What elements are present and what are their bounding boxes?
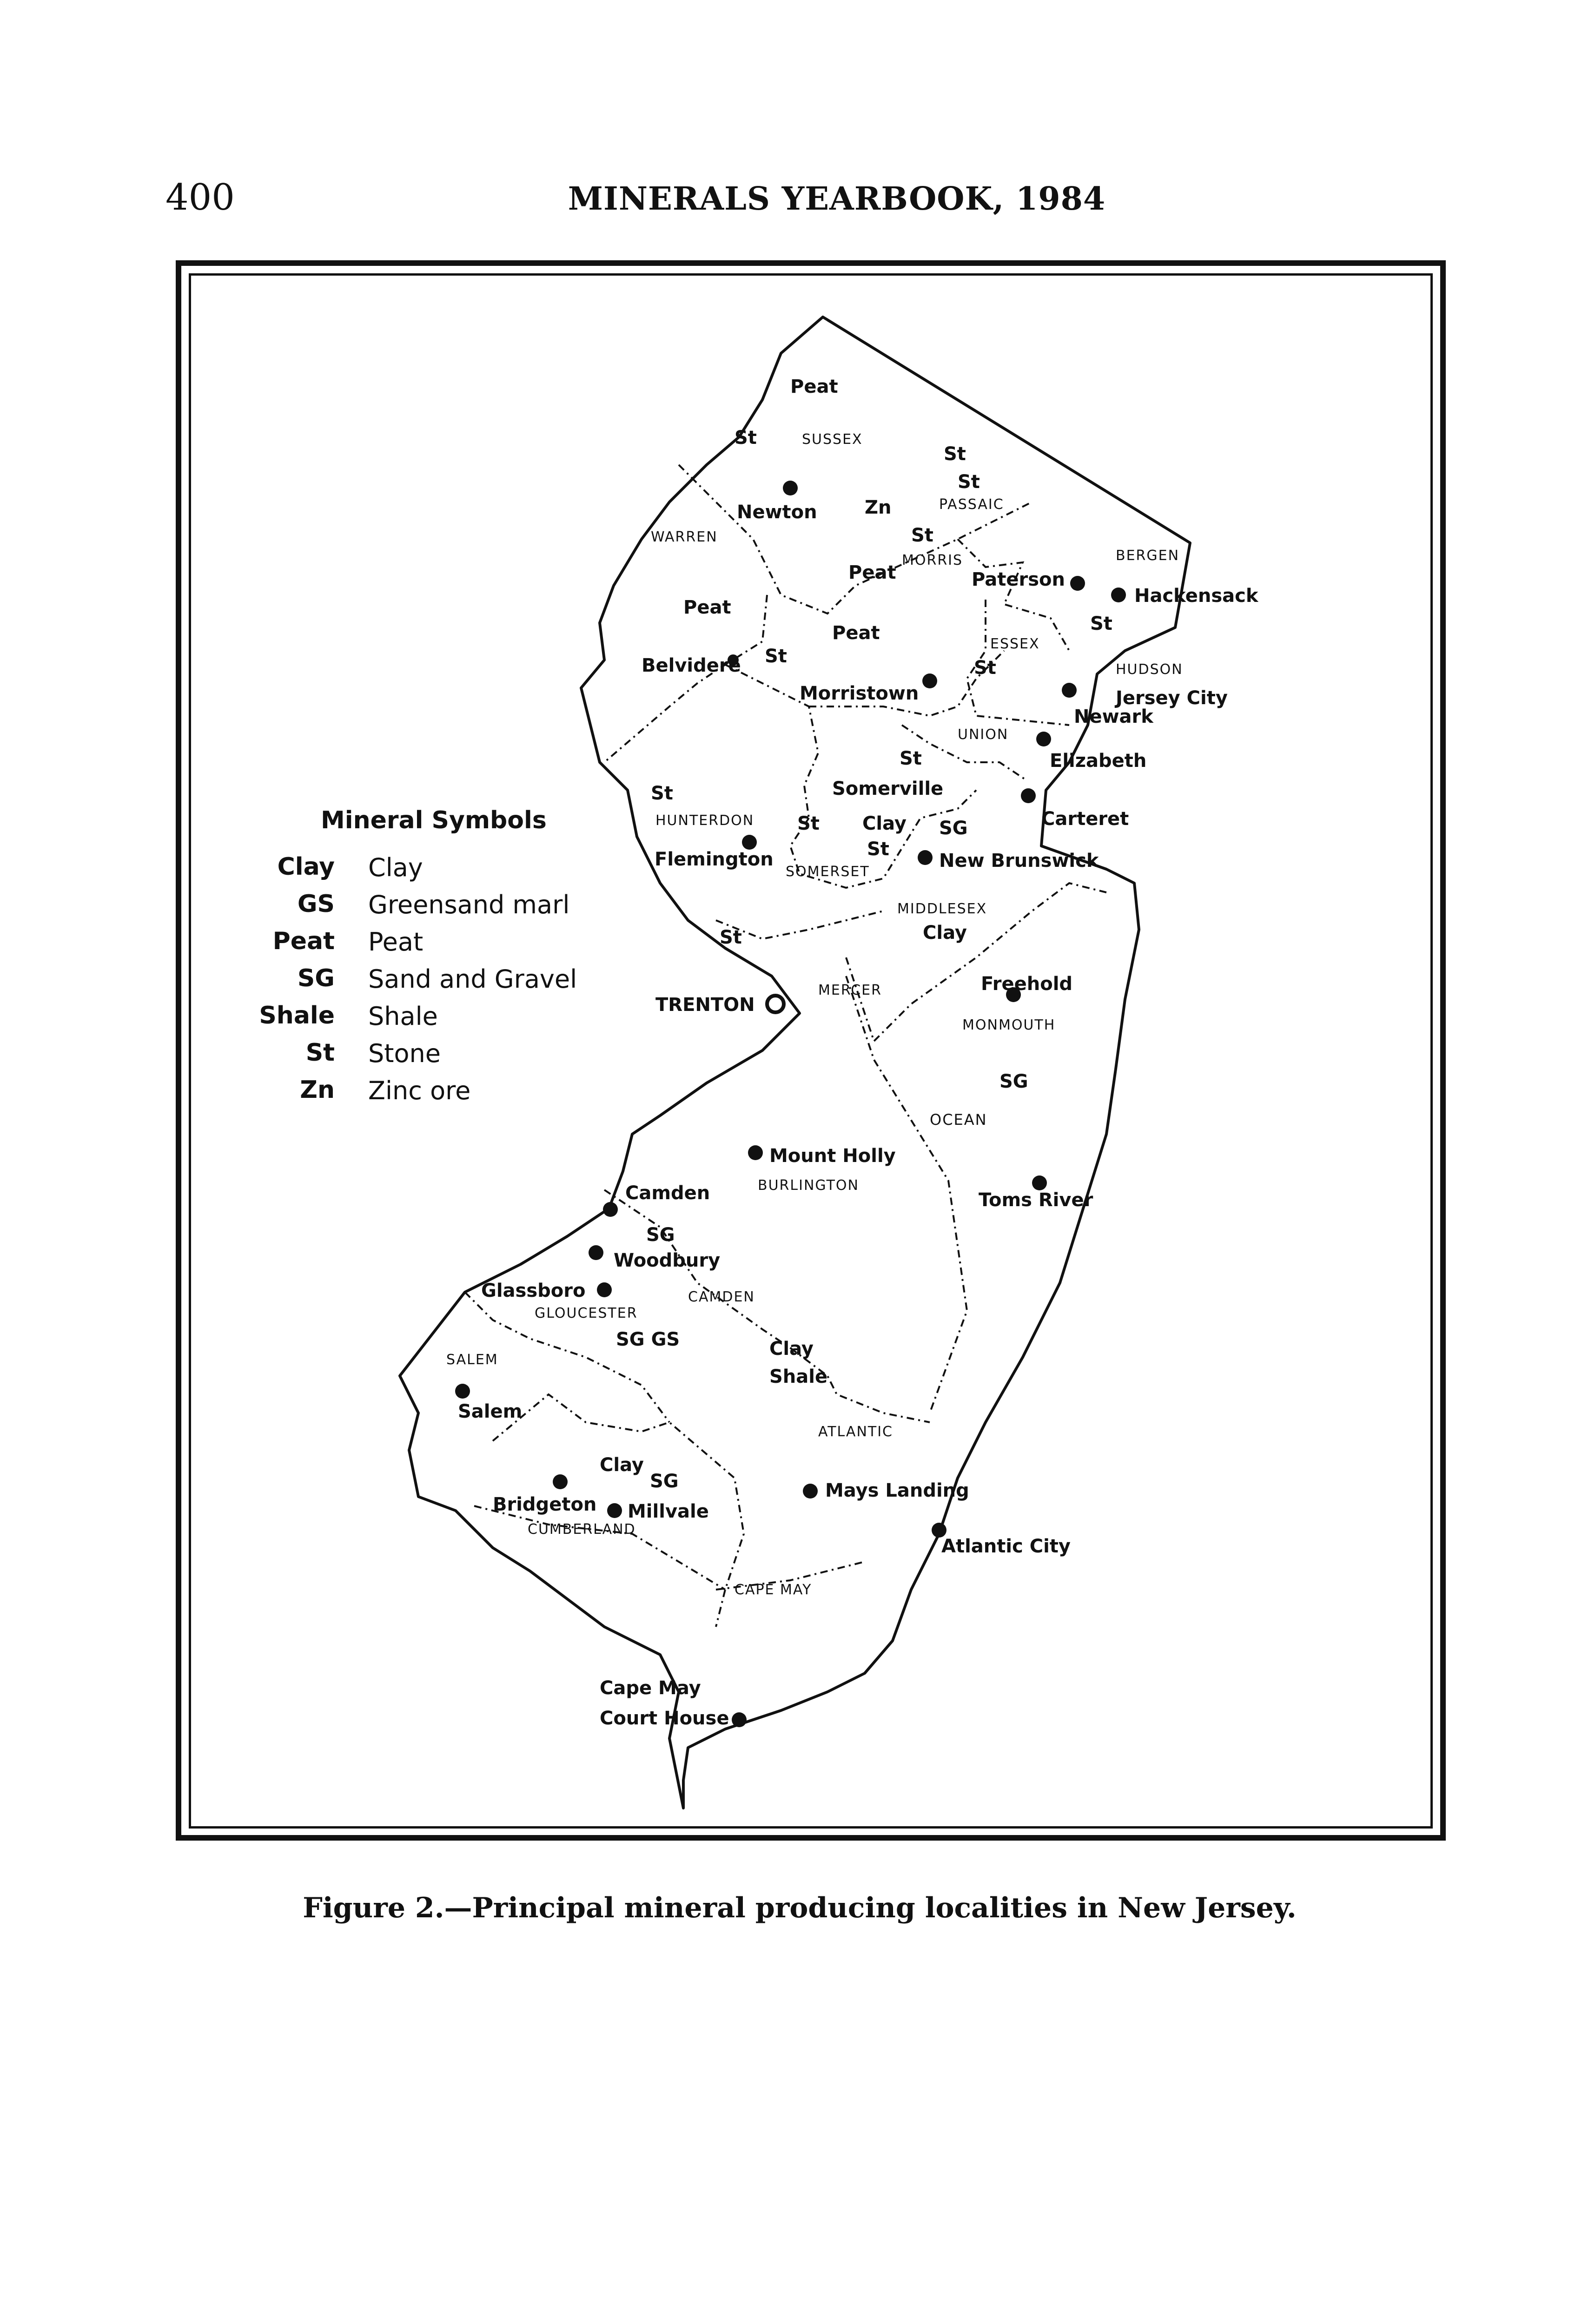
mineral-label: Peat [832, 622, 880, 644]
place-label-morristown: Morristown [800, 683, 919, 704]
county-label-morris: MORRIS [902, 552, 963, 568]
county-label-essex: ESSEX [990, 636, 1040, 652]
mineral-label: Clay [923, 922, 967, 944]
mineral-label: Clay [862, 813, 907, 834]
dot-hackensack [1111, 588, 1126, 602]
mineral-label: St [765, 646, 787, 667]
mineral-label: Clay [769, 1338, 814, 1360]
mineral-label: St [720, 927, 742, 948]
legend-title: Mineral Symbols [321, 806, 547, 834]
place-label-new-brunswick: New Brunswick [939, 850, 1099, 872]
mineral-label: SG [646, 1224, 675, 1246]
running-head: MINERALS YEARBOOK, 1984 [568, 180, 1106, 218]
dot-trenton [767, 996, 784, 1012]
mineral-label: Clay [600, 1454, 644, 1476]
place-label-elizabeth: Elizabeth [1050, 750, 1147, 772]
dot-camden [603, 1202, 618, 1217]
place-label-mount-holly: Mount Holly [769, 1145, 896, 1167]
county-label-ocean: OCEAN [930, 1111, 987, 1129]
legend-description: Shale [368, 1002, 438, 1031]
mineral-label: St [958, 471, 980, 493]
mineral-label: Shale [769, 1366, 828, 1387]
dot-woodbury [589, 1245, 603, 1260]
legend-code: Clay [277, 853, 335, 881]
place-label-newton: Newton [737, 502, 817, 523]
place-label-paterson: Paterson [972, 569, 1065, 590]
legend-description: Sand and Gravel [368, 964, 577, 994]
dot-paterson [1070, 576, 1085, 591]
county-label-camden: CAMDEN [688, 1289, 755, 1305]
mineral-label: St [867, 838, 889, 860]
mineral-label: St [911, 525, 933, 546]
legend-item [260, 1002, 632, 1039]
county-label-atlantic: ATLANTIC [818, 1424, 893, 1440]
mineral-label: SG [999, 1071, 1028, 1092]
legend-description: Clay [368, 853, 423, 882]
mineral-label: St [974, 657, 996, 679]
place-label-salem: Salem [458, 1401, 523, 1422]
legend-description: Greensand marl [368, 890, 570, 919]
county-label-cape-may: CAPE MAY [735, 1582, 812, 1598]
dot-elizabeth [1036, 732, 1051, 746]
county-label-salem: SALEM [446, 1352, 498, 1368]
dot-mount-holly [748, 1145, 763, 1160]
mineral-label: Zn [865, 497, 892, 518]
mineral-label: Peat [790, 376, 838, 397]
place-label-belvidere: Belvidere [642, 655, 741, 676]
dot-glassboro [597, 1282, 612, 1297]
mineral-label: St [900, 748, 922, 769]
county-label-cumberland: CUMBERLAND [528, 1521, 636, 1538]
county-label-somerset: SOMERSET [786, 864, 870, 880]
county-label-monmouth: MONMOUTH [962, 1017, 1056, 1033]
dot-new-brunswick [918, 850, 933, 865]
mineral-label: St [651, 783, 673, 804]
place-label-trenton: TRENTON [655, 994, 755, 1016]
place-label-millvale: Millvale [628, 1501, 709, 1522]
place-label-newark: Newark [1074, 706, 1153, 727]
legend-item [260, 890, 632, 927]
county-label-sussex: SUSSEX [802, 431, 863, 448]
legend-item [260, 927, 632, 964]
county-label-hunterdon: HUNTERDON [655, 812, 754, 829]
county-label-mercer: MERCER [818, 982, 882, 998]
page-number: 400 [165, 177, 235, 218]
county-label-hudson: HUDSON [1116, 661, 1183, 678]
place-label-carteret: Carteret [1041, 808, 1129, 830]
figure-caption: Figure 2.—Principal mineral producing localities in New Jersey. [303, 1892, 1297, 1924]
legend-code: Shale [259, 1002, 335, 1030]
legend-description: Peat [368, 927, 424, 957]
dot-jersey-city [1062, 683, 1077, 698]
legend-description: Stone [368, 1039, 441, 1068]
dot-salem [455, 1384, 470, 1399]
mineral-label: St [944, 443, 966, 465]
legend-item [260, 964, 632, 1002]
dot-carteret [1021, 788, 1036, 803]
dot-toms-river [1032, 1175, 1047, 1190]
legend-code: GS [297, 890, 335, 918]
legend-code: St [305, 1039, 335, 1067]
dot-newton [783, 481, 798, 495]
place-label-mays-landing: Mays Landing [825, 1480, 969, 1501]
mineral-label: St [1090, 613, 1112, 634]
place-label-toms-river: Toms River [979, 1189, 1093, 1211]
county-label-gloucester: GLOUCESTER [535, 1305, 638, 1321]
legend-item [260, 1039, 632, 1076]
county-label-passaic: PASSAIC [939, 496, 1004, 513]
dot-millvale [607, 1503, 622, 1518]
dot-mays-landing [803, 1484, 818, 1499]
mineral-label: SG GS [616, 1329, 680, 1350]
mineral-label: St [735, 427, 757, 449]
mineral-label: SG [650, 1471, 679, 1492]
place-label-atlantic-city: Atlantic City [941, 1536, 1071, 1557]
mineral-label: Peat [848, 562, 896, 583]
place-label-camden: Camden [625, 1182, 710, 1204]
legend-code: Zn [300, 1076, 335, 1104]
place-label-woodbury: Woodbury [614, 1250, 721, 1271]
place-label-bridgeton: Bridgeton [493, 1494, 597, 1515]
place-label-freehold: Freehold [981, 973, 1073, 995]
county-label-warren: WARREN [651, 529, 718, 545]
place-label-hackensack: Hackensack [1134, 585, 1258, 607]
county-label-middlesex: MIDDLESEX [897, 901, 987, 917]
legend-code: Peat [272, 927, 335, 955]
place-label-cape-may-2: Court House [600, 1708, 729, 1729]
dot-morristown [922, 673, 937, 688]
mineral-label: St [797, 813, 820, 834]
place-label-jersey-city: Jersey City [1116, 687, 1228, 709]
place-label-flemington: Flemington [655, 849, 774, 870]
county-label-bergen: BERGEN [1116, 548, 1180, 564]
place-label-glassboro: Glassboro [481, 1280, 586, 1301]
dot-flemington [742, 835, 757, 850]
county-label-burlington: BURLINGTON [758, 1177, 859, 1194]
place-label-cape-may-1: Cape May [600, 1677, 701, 1699]
mineral-label: SG [939, 818, 968, 839]
legend-description: Zinc ore [368, 1076, 471, 1105]
mineral-label: Peat [683, 597, 731, 618]
legend-item [260, 1076, 632, 1113]
dot-cape-may-court-house [732, 1712, 747, 1727]
county-label-union: UNION [958, 726, 1009, 743]
legend-code: SG [297, 964, 335, 992]
place-label-somerville: Somerville [832, 778, 944, 799]
legend-item [260, 853, 632, 890]
dot-bridgeton [553, 1474, 568, 1489]
